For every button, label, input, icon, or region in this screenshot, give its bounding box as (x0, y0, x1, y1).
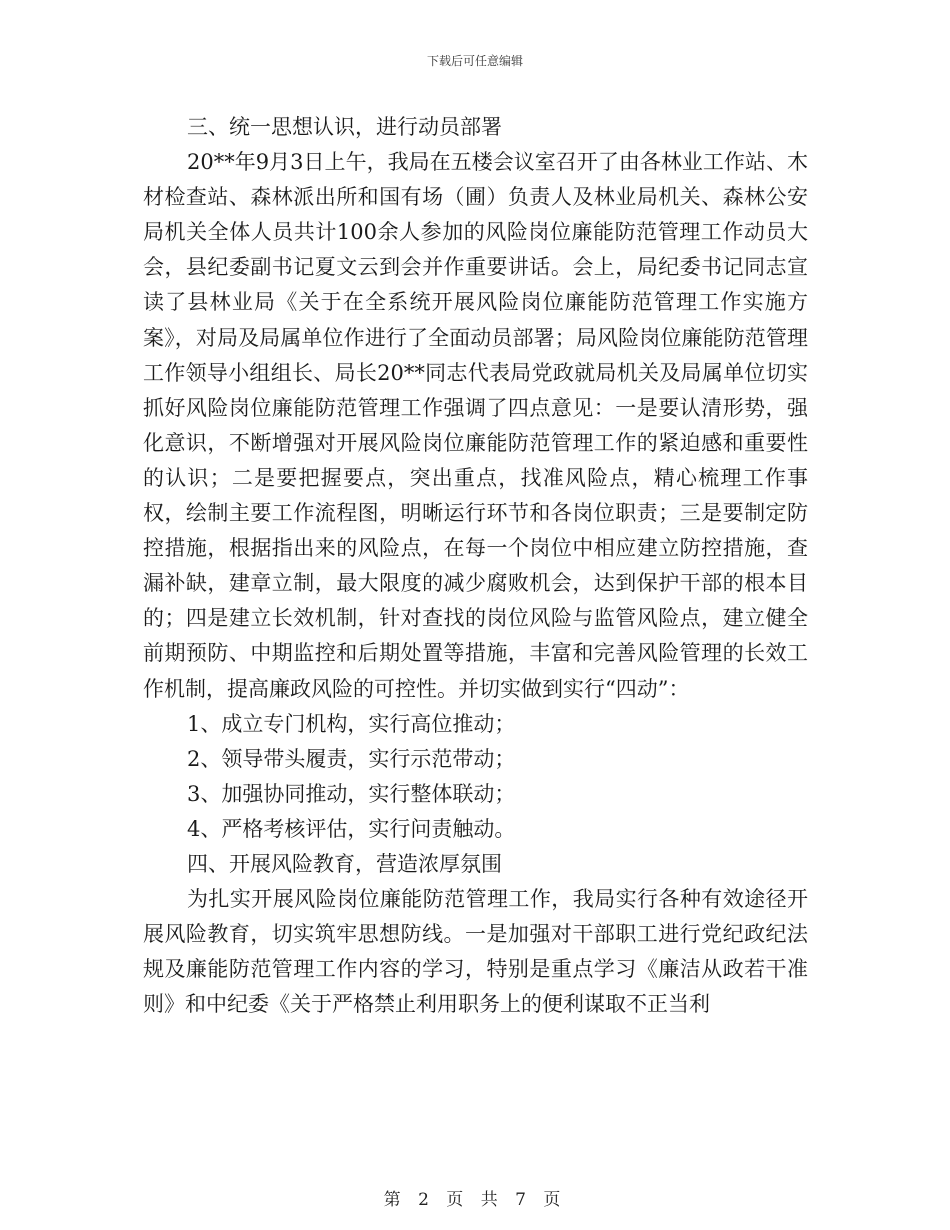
body-paragraph-2: 为扎实开展风险岗位廉能防范管理工作，我局实行各种有效途径开展风险教育，切实筑牢思想防线。一是加强对干部职工进行党纪政纪法规及廉能防范管理工作内容的学习，特别是重点学习《廉洁从政若干准则》和中纪委《关于严格禁止利用职务上的便利谋取不正当利 (143, 887, 808, 1017)
list-item-2: 2、领导带头履责，实行示范带动； (187, 746, 516, 771)
page-number-footer: 第 2 页 共 7 页 (383, 1190, 567, 1210)
document-body (143, 110, 808, 1022)
body-paragraph-1: 20**年9月3日上午，我局在五楼会议室召开了由各林业工作站、木材检查站、森林派出所和国有场（圃）负责人及林业局机关、森林公安局机关全体人员共计100余人参加的风险岗位廉能防范管理工作动员大会，县纪委副书记夏文云到会并作重要讲话。会上，局纪委书记同志宣读了县林业局《关于在全系统开展风险岗位廉能防范管理工作实施方案》，对局及局属单位作进行了全面动员部署；局风险岗位廉能防范管理工作领导小组组长、局长20**同志代表局党政就局机关及局属单位切实抓好风险岗位廉能防范管理工作强调了四点意见：一是要认清形势，强化意识，不断增强对开展风险岗位廉能防范管理工作的紧迫感和重要性的认识；二是要把握要点，突出重点，找准风险点，精心梳理工作事权，绘制主要工作流程图，明晰运行环节和各岗位职责；三是要制定防控措施，根据指出来的风险点，在每一个岗位中相应建立防控措施，查漏补缺，建章立制，最大限度的减少腐败机会，达到保护干部的根本目的；四是建立长效机制，针对查找的岗位风险与监管风险点，建立健全前期预防、中期监控和后期处置等措施，丰富和完善风险管理的长效工作机制，提高廉政风险的可控性。并切实做到实行“四动”： (143, 150, 808, 701)
section-heading-4: 四、开展风险教育，营造浓厚氛围 (187, 851, 502, 876)
list-item-4: 4、严格考核评估，实行问责触动。 (187, 816, 516, 841)
page-header: 下载后可任意编辑 (426, 54, 523, 68)
list-item-3: 3、加强协同推动，实行整体联动； (187, 781, 516, 806)
list-item-1: 1、成立专门机构，实行高位推动； (187, 711, 516, 736)
section-heading-3: 三、统一思想认识，进行动员部署 (187, 115, 502, 139)
